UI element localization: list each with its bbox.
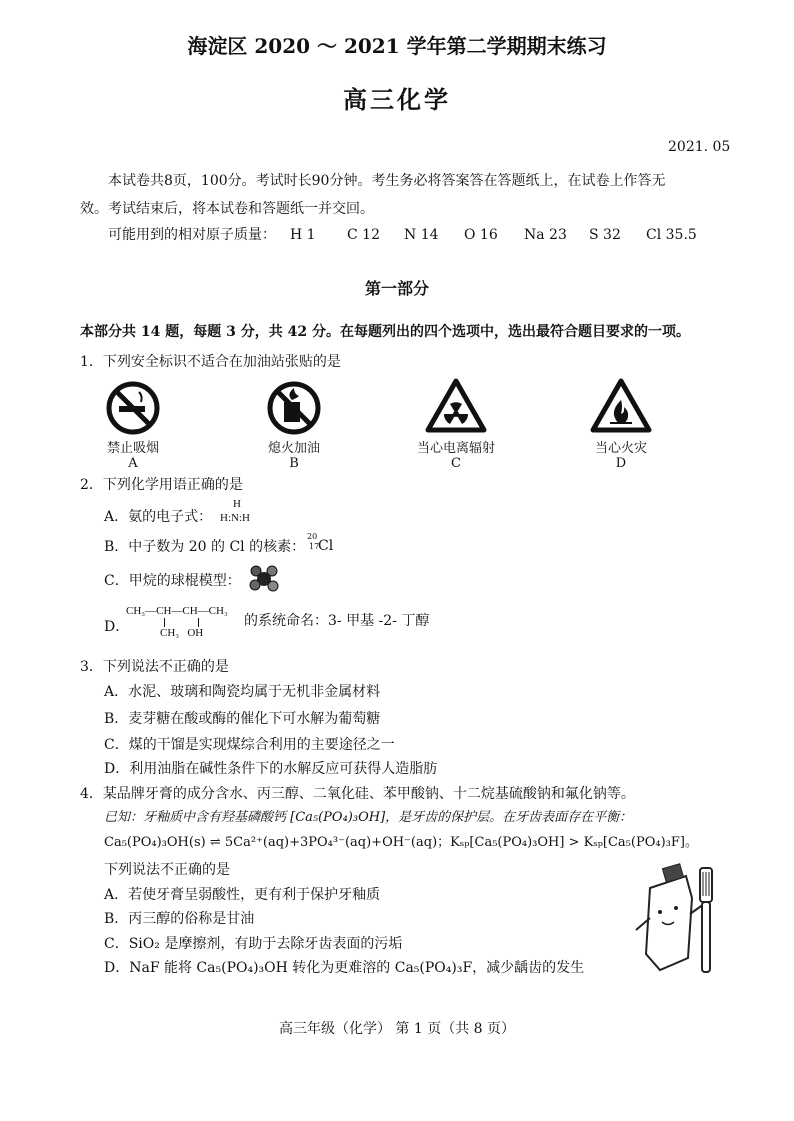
- bond-line-2: [198, 618, 199, 627]
- atomic-mass-o: O 16: [464, 227, 498, 243]
- q1-stem: 1．下列安全标识不适合在加油站张贴的是: [80, 354, 341, 370]
- methane-ball-stick-icon: [248, 564, 280, 596]
- page-footer: 高三年级（化学） 第 1 页（共 8 页）: [278, 1021, 516, 1037]
- intro-line-1: 本试卷共8页，100分。考试时长90分钟。考生务必将答案答在答题纸上，在试卷上作答无: [108, 173, 666, 189]
- part-heading: 第一部分: [364, 279, 429, 298]
- butanol-substituents: CH₃ OH: [160, 627, 204, 639]
- q2-option-b: B．中子数为 20 的 Cl 的核素：: [104, 539, 306, 555]
- sign-d-caption: 当心火灾: [594, 441, 647, 456]
- exam-title: 海淀区 2020 ～ 2021 学年第二学期期末练习: [187, 34, 607, 58]
- nuclide-mass-number: 20: [307, 532, 318, 541]
- atomic-mass-label: 可能用到的相对原子质量：: [108, 227, 276, 243]
- ammonia-h-top: H: [233, 498, 241, 510]
- sign-c-letter: C: [451, 456, 461, 471]
- sign-d-letter: D: [615, 456, 627, 471]
- q3-option-b: B．麦芽糖在酸或酶的催化下可水解为葡萄糖: [104, 711, 381, 727]
- q3-option-c: C．煤的干馏是实现煤综合利用的主要途径之一: [104, 737, 395, 753]
- intro-line-2: 效。考试结束后，将本试卷和答题纸一并交回。: [80, 201, 374, 217]
- q3-stem: 3．下列说法不正确的是: [80, 659, 229, 675]
- q4-option-b: B．丙三醇的俗称是甘油: [104, 911, 255, 927]
- radiation-warning-icon: [425, 378, 487, 438]
- ammonia-electron-formula: H:N:H: [220, 512, 250, 524]
- q2-option-d-text: 的系统命名：3- 甲基 -2- 丁醇: [244, 613, 430, 629]
- no-fire-refuel-icon: [266, 380, 322, 440]
- q2-option-d-prefix: D．: [104, 619, 130, 635]
- q3-option-d: D．利用油脂在碱性条件下的水解反应可获得人造脂肪: [104, 761, 438, 777]
- q4-option-d: D．NaF 能将 Ca₅(PO₄)₃OH 转化为更难溶的 Ca₅(PO₄)₃F，减少龋齿的发生: [104, 960, 585, 976]
- q4-option-a: A．若使牙膏呈弱酸性，更有利于保护牙釉质: [104, 887, 381, 903]
- q2-option-a: A．氨的电子式：: [104, 509, 213, 525]
- sign-c-caption: 当心电离辐射: [416, 441, 495, 456]
- q2-option-c: C．甲烷的球棍模型：: [104, 573, 241, 589]
- part-instructions: 本部分共 14 题，每题 3 分，共 42 分。在每题列出的四个选项中，选出最符合题目要求的一项。: [80, 324, 690, 340]
- q2-stem: 2．下列化学用语正确的是: [80, 477, 243, 493]
- q4-stem: 4．某品牌牙膏的成分含水、丙三醇、二氧化硅、苯甲酸钠、十二烷基硫酸钠和氟化钠等。: [80, 786, 635, 802]
- sign-b-letter: B: [289, 456, 299, 471]
- sign-a-letter: A: [128, 456, 138, 471]
- atomic-mass-na: Na 23: [524, 227, 567, 243]
- atomic-mass-c: C 12: [347, 227, 380, 243]
- atomic-mass-s: S 32: [589, 227, 621, 243]
- bond-line-1: [164, 618, 165, 627]
- fire-warning-icon: [590, 378, 652, 438]
- sign-b-caption: 熄火加油: [267, 441, 320, 456]
- atomic-mass-cl: Cl 35.5: [646, 227, 697, 243]
- subject-title: 高三化学: [343, 85, 451, 114]
- nuclide-symbol: Cl: [318, 538, 334, 554]
- q3-option-a: A．水泥、玻璃和陶瓷均属于无机非金属材料: [104, 684, 381, 700]
- exam-date: 2021. 05: [668, 139, 731, 155]
- sign-a-caption: 禁止吸烟: [106, 441, 159, 456]
- atomic-mass-n: N 14: [404, 227, 439, 243]
- atomic-mass-h: H 1: [290, 227, 316, 243]
- q4-ask: 下列说法不正确的是: [104, 862, 230, 878]
- butanol-chain: CH₃—CH—CH—CH₃: [126, 605, 228, 617]
- q4-equation: Ca₅(PO₄)₃OH(s) ⇌ 5Ca²⁺(aq)+3PO₄³⁻(aq)+OH⁻(aq)；Kₛₚ[Ca₅(PO₄)₃OH] > Kₛₚ[Ca₅(PO₄)₃F]。: [104, 835, 698, 850]
- no-smoking-icon: [105, 380, 161, 440]
- q4-option-c: C．SiO₂ 是摩擦剂，有助于去除牙齿表面的污垢: [104, 936, 403, 952]
- nuclide-atomic-number: 17: [309, 542, 320, 551]
- toothpaste-cartoon-icon: [630, 858, 726, 984]
- q4-known: 已知：牙釉质中含有羟基磷酸钙 [Ca₅(PO₄)₃OH]，是牙齿的保护层。在牙齿表面存在平衡：: [104, 810, 633, 825]
